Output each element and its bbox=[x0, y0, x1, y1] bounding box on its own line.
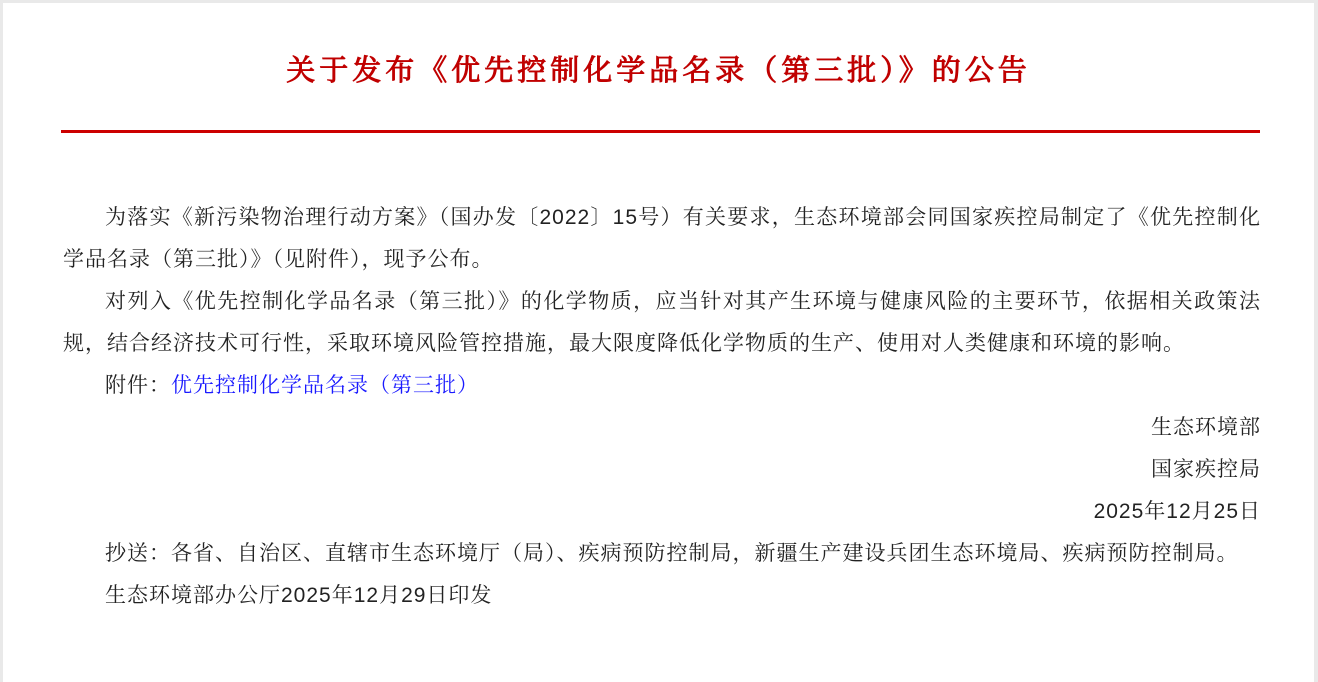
issuer-name-2: 国家疾控局 bbox=[1151, 458, 1261, 481]
issue-note: 生态环境部办公厅2025年12月29日印发 bbox=[105, 584, 493, 607]
page-title: 关于发布《优先控制化学品名录（第三批）》的公告 bbox=[286, 55, 1031, 87]
attachment-line bbox=[63, 365, 1261, 407]
announcement-body bbox=[3, 197, 1314, 617]
attachment-label: 附件： bbox=[105, 374, 171, 397]
issue-date: 2025年12月25日 bbox=[1093, 500, 1261, 523]
paragraph-intro: 为落实《新污染物治理行动方案》（国办发〔2022〕15号）有关要求，生态环境部会同国家疾控局制定了《优先控制化学品名录（第三批）》（见附件），现予公布。 bbox=[63, 206, 1261, 271]
issuer-name-1: 生态环境部 bbox=[1151, 416, 1261, 439]
signature-block bbox=[63, 407, 1261, 533]
attachment-link[interactable]: 优先控制化学品名录（第三批） bbox=[171, 374, 479, 397]
cc-note: 抄送：各省、自治区、直辖市生态环境厅（局）、疾病预防控制局，新疆生产建设兵团生态环境局、疾病预防控制局。 bbox=[105, 542, 1239, 565]
title-divider bbox=[61, 130, 1260, 133]
paragraph-requirements: 对列入《优先控制化学品名录（第三批）》的化学物质，应当针对其产生环境与健康风险的主要环节，依据相关政策法规，结合经济技术可行性，采取环境风险管控措施，最大限度降低化学物质的生产、使用对人类健康和环境的影响。 bbox=[63, 290, 1261, 355]
